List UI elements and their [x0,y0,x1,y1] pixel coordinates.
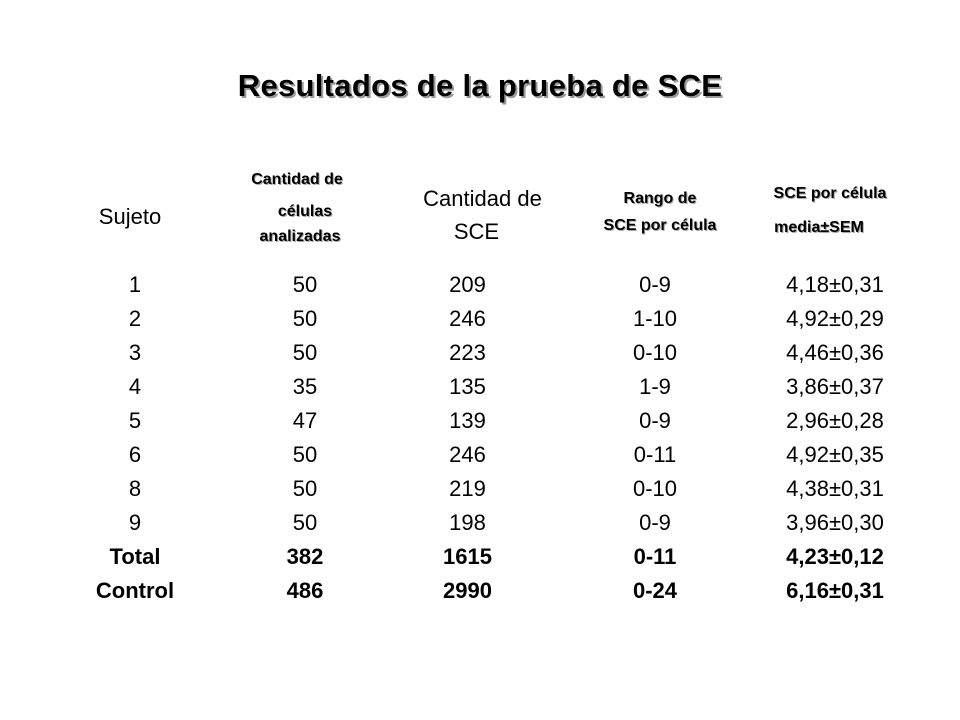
cell-subject: 8 [128,476,142,501]
cell-sce-count: 139 [449,408,486,433]
cell-subject: 3 [128,340,142,365]
header-cells-line-3: analizadas [259,228,341,245]
header-range-line-2: SCE por célula [603,217,717,234]
cell-cells-analyzed: 50 [292,340,318,365]
header-cells-line-2: células [277,203,333,220]
cell-cells-analyzed: 50 [292,306,318,331]
cell-range: 0-11 [633,442,677,467]
cell-sce-count: 135 [449,374,486,399]
cell-cells-analyzed: 486 [286,578,324,603]
cell-range: 0-9 [639,510,671,535]
cell-range: 0-10 [632,340,678,365]
cell-subject: 9 [128,510,142,535]
column-cells-analyzed [240,268,370,608]
cell-subject: Control [95,578,175,603]
header-cells-line-1: Cantidad de [251,171,343,188]
cell-sce-count: 2990 [443,578,492,603]
cell-mean: 4,46±0,36 [786,340,884,365]
cell-mean: 3,96±0,30 [786,510,884,535]
cell-subject: 6 [128,442,142,467]
column-range [580,268,730,608]
cell-sce-count: 246 [449,306,486,331]
header-subject-text: Sujeto [98,204,162,229]
column-mean [740,268,930,608]
cell-sce-count: 198 [449,510,486,535]
header-sce-count [395,184,570,247]
cell-mean: 6,16±0,31 [786,578,884,603]
cell-mean: 2,96±0,28 [786,408,884,433]
page-title: Resultados de la prueba de SCE [237,68,723,103]
cell-range: 0-10 [632,476,678,501]
header-subject [70,202,190,232]
cell-mean: 4,23±0,12 [786,544,884,569]
cell-mean: 4,92±0,29 [786,306,884,331]
header-cells-analyzed [215,170,385,248]
cell-sce-count: 223 [449,340,486,365]
cell-cells-analyzed: 382 [286,544,324,569]
cell-range: 0-11 [633,544,677,569]
cell-subject: 1 [128,272,142,297]
header-mean-line-1: SCE por célula [773,185,887,202]
column-subject [60,268,210,608]
header-range-line-1: Rango de [623,190,697,207]
cell-cells-analyzed: 50 [292,510,318,535]
header-mean [735,184,925,238]
header-mean-line-2: media±SEM [774,219,864,236]
cell-sce-count: 219 [449,476,486,501]
cell-range: 0-9 [639,272,671,297]
cell-range: 1-10 [632,306,678,331]
cell-range: 1-9 [639,374,671,399]
cell-sce-count: 246 [449,442,486,467]
header-sce-line-2: SCE [453,219,500,244]
cell-subject: 2 [128,306,142,331]
cell-cells-analyzed: 50 [292,442,318,467]
cell-cells-analyzed: 47 [292,408,318,433]
cell-cells-analyzed: 50 [292,272,318,297]
cell-range: 0-24 [632,578,678,603]
header-sce-line-1: Cantidad de [423,186,542,211]
cell-cells-analyzed: 50 [292,476,318,501]
cell-subject: 4 [128,374,142,399]
cell-sce-count: 209 [449,272,486,297]
cell-sce-count: 1615 [443,544,492,569]
cell-subject: Total [109,544,161,569]
cell-cells-analyzed: 35 [292,374,318,399]
cell-subject: 5 [128,408,142,433]
cell-range: 0-9 [639,408,671,433]
cell-mean: 4,92±0,35 [786,442,884,467]
cell-mean: 3,86±0,37 [786,374,884,399]
column-sce-count [395,268,540,608]
cell-mean: 4,18±0,31 [786,272,884,297]
cell-mean: 4,38±0,31 [786,476,884,501]
